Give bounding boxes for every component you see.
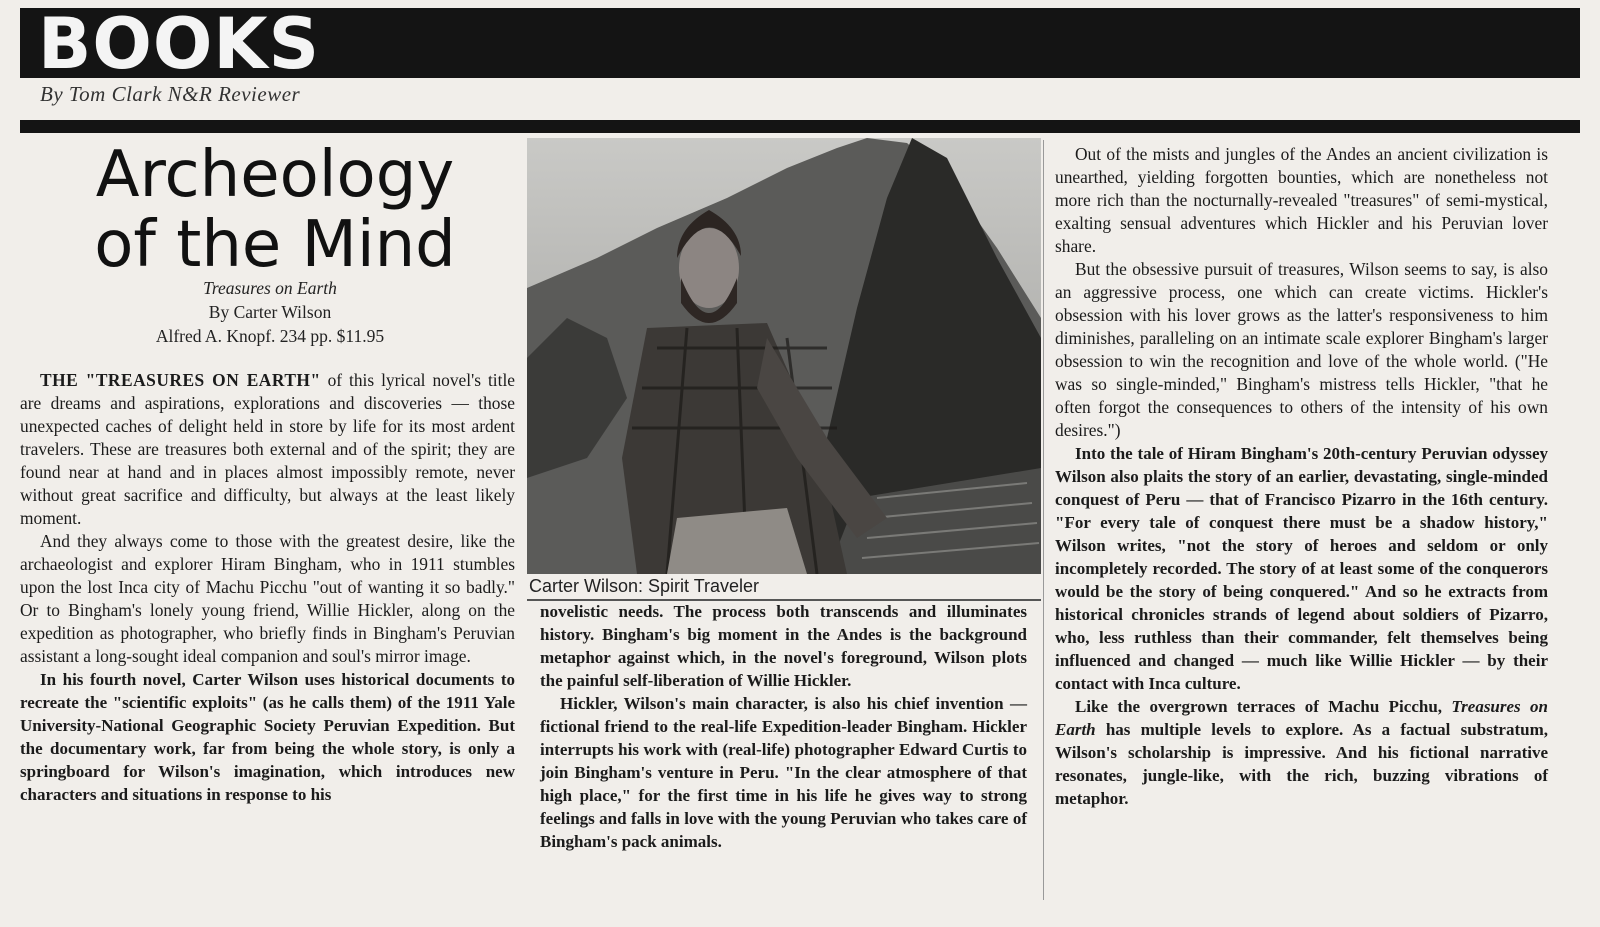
article-paragraph: Into the tale of Hiram Bingham's 20th-century Peruvian odyssey Wilson also plaits the story of an earlier, devastating, single-minded conquest of Peru — that of Francisco Pizarro in the 16th century. "For every tale of conquest there must be a shadow history," Wilson writes, "not the story of heroes and seldom or only incompletely recorded. The story of at least some of the conquerors would be the story of being conquered." And so he extracts from historical chronicles strands of legend about soldiers of Pizarro, who, less ruthless than their commander, felt themselves being influenced and changed — much like Willie Hickler — by their contact with Inca culture. xyxy=(1055,444,1548,693)
book-author: By Carter Wilson xyxy=(208,302,332,322)
book-info xyxy=(40,276,500,348)
article-paragraph: Out of the mists and jungles of the Andes an ancient civilization is unearthed, yielding forgotten bounties, which are nonetheless not more rich than the nocturnally-revealed "treasures" of semi-mystical, exalting sensual adventures which Hickler and his Peruvian lover share. xyxy=(1055,144,1548,256)
reviewer-byline: By Tom Clark N&R Reviewer xyxy=(40,82,301,106)
article-paragraph: THE "TREASURES ON EARTH" of this lyrical novel's title are dreams and aspirations, explorations and discoveries — those unexpected caches of delight held in store by life for its most ardent travelers. These are treasures both external and of the spirit; they are found near at hand and in places almost impossibly remote, never without great sacrifice and difficulty, but always at the least likely moment. xyxy=(20,370,515,528)
article-paragraph: Hickler, Wilson's main character, is also his chief invention — fictional friend to the real-life Expedition-leader Bingham. Hickler interrupts his work with (real-life) photographer Edward Curtis to join Bingham's venture in Peru. "In the clear atmosphere of that high place," for the first time in his life he gives way to strong feelings and falls in love with the young Peruvian who takes care of Bingham's pack animals. xyxy=(540,694,1027,851)
article-paragraph: And they always come to those with the greatest desire, like the archaeologist and explorer Hiram Bingham, who in 1911 stumbles upon the lost Inca city of Machu Picchu "out of wanting it so badly." Or to Bingham's lonely young friend, Willie Hickler, along on the expedition as photographer, who briefly finds in Bingham's Peruvian assistant a long-sought ideal companion and soul's mirror image. xyxy=(20,531,515,666)
book-title: Treasures on Earth xyxy=(203,278,337,298)
article-column-1 xyxy=(20,369,515,806)
headline-line-2: of the Mind xyxy=(94,208,456,282)
lead-in: THE "TREASURES ON EARTH" xyxy=(40,370,321,390)
book-publisher: Alfred A. Knopf. 234 pp. $11.95 xyxy=(155,326,385,346)
article-paragraph: In his fourth novel, Carter Wilson uses historical documents to recreate the "scientific exploits" (as he calls them) of the 1911 Yale University-National Geographic Society Peruvian Expedition. But the documentary work, far from being the whole story, is only a springboard for Wilson's imagination, which introduces new characters and situations in response to his xyxy=(20,670,515,804)
article-paragraph: Like the overgrown terraces of Machu Picchu, Treasures on Earth has multiple levels to explore. As a factual substratum, Wilson's scholarship is impressive. And his fictional narrative resonates, jungle-like, with the rich, buzzing vibrations of metaphor. xyxy=(1055,697,1548,808)
article-column-3 xyxy=(1055,143,1548,810)
author-photo xyxy=(527,138,1041,574)
book-title-inline: Treasures on Earth xyxy=(1055,697,1548,739)
header-rule xyxy=(20,120,1580,133)
headline xyxy=(60,140,490,280)
article-paragraph: novelistic needs. The process both transcends and illuminates history. Bingham's big moment in the Andes is the background metaphor against which, in the novel's foreground, Wilson plots the painful self-liberation of Willie Hickler. xyxy=(540,602,1027,690)
section-title: BOOKS xyxy=(38,3,321,85)
section-banner xyxy=(20,3,1580,85)
article-column-2 xyxy=(540,600,1027,853)
photo-caption: Carter Wilson: Spirit Traveler xyxy=(529,576,760,596)
column-divider xyxy=(1043,140,1044,900)
photo-illustration xyxy=(527,138,1041,574)
headline-line-1: Archeology xyxy=(95,138,455,212)
article-paragraph: But the obsessive pursuit of treasures, Wilson seems to say, is also an aggressive process, one which can create victims. Hickler's obsession with his lover grows as the latter's responsiveness to him diminishes, paralleling on an intimate scale explorer Bingham's larger obsession to win the recognition and love of the whole world. ("He was so single-minded," Bingham's mistress tells Hickler, "that he often forgot the consequences to others of the intensity of his own desires.") xyxy=(1055,259,1548,440)
